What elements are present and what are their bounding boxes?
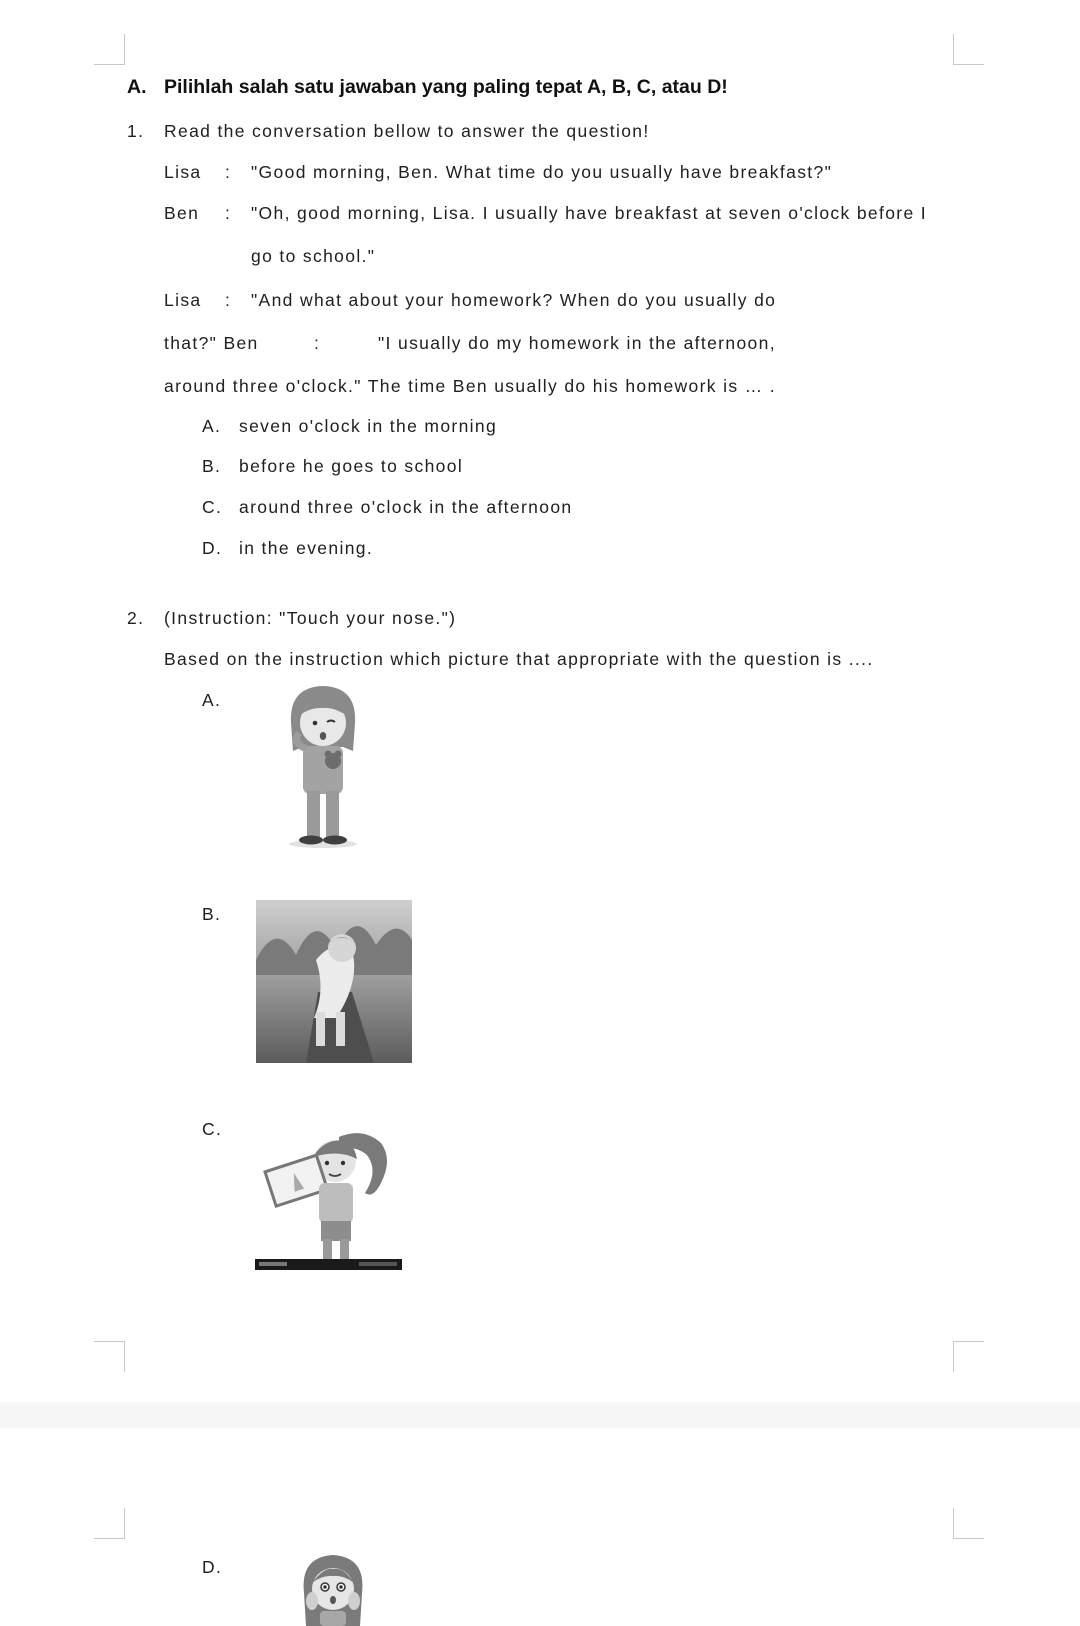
crop-mark-bottom-right	[953, 1341, 984, 1372]
section-title: Pilihlah salah satu jawaban yang paling tepat A, B, C, atau D!	[164, 76, 728, 98]
option-letter: D.	[202, 538, 223, 558]
dialog-speaker: Lisa	[164, 290, 202, 310]
crop-mark-top-right	[953, 34, 984, 65]
dialog-colon: :	[314, 333, 321, 353]
option-text: around three o'clock in the afternoon	[239, 497, 573, 517]
crop-mark-top-left	[94, 34, 125, 65]
crop-mark-top-left	[94, 1508, 125, 1539]
option-letter: A.	[202, 690, 222, 710]
dialog-line: "Oh, good morning, Lisa. I usually have breakfast at seven o'clock before I	[251, 203, 927, 223]
dialog-line-continuation: go to school."	[251, 246, 376, 266]
picture-option-d	[298, 1553, 368, 1626]
dialog-speaker: Lisa	[164, 162, 202, 182]
picture-option-c	[255, 1125, 402, 1271]
dialog-colon: :	[225, 203, 232, 223]
q2-instruction: (Instruction: "Touch your nose.")	[164, 608, 457, 628]
q2-number: 2.	[127, 608, 145, 628]
q1-prompt: Read the conversation bellow to answer the question!	[164, 121, 650, 141]
option-letter: C.	[202, 497, 223, 517]
q1-question: around three o'clock." The time Ben usually do his homework is … .	[164, 376, 776, 396]
dialog-colon: :	[225, 162, 232, 182]
page-gap	[0, 1402, 1080, 1428]
picture-option-b	[256, 900, 412, 1063]
document-page-2	[0, 1428, 1080, 1626]
option-text: before he goes to school	[239, 456, 464, 476]
crop-mark-top-right	[953, 1508, 984, 1539]
section-letter: A.	[127, 76, 147, 98]
option-letter: B.	[202, 456, 222, 476]
dialog-line: "I usually do my homework in the afternoon,	[378, 333, 776, 353]
dialog-line: "And what about your homework? When do you usually do	[251, 290, 777, 310]
option-letter: B.	[202, 904, 222, 924]
dialog-wrapped-line: that?" Ben	[164, 333, 259, 353]
option-letter: A.	[202, 416, 222, 436]
dialog-speaker: Ben	[164, 203, 200, 223]
option-text: seven o'clock in the morning	[239, 416, 498, 436]
option-letter: D.	[202, 1557, 223, 1577]
q1-number: 1.	[127, 121, 145, 141]
picture-option-a	[283, 683, 363, 848]
q2-prompt: Based on the instruction which picture that appropriate with the question is ....	[164, 649, 874, 669]
dialog-colon: :	[225, 290, 232, 310]
crop-mark-bottom-left	[94, 1341, 125, 1372]
option-letter: C.	[202, 1119, 223, 1139]
option-text: in the evening.	[239, 538, 374, 558]
dialog-line: "Good morning, Ben. What time do you usually have breakfast?"	[251, 162, 833, 182]
